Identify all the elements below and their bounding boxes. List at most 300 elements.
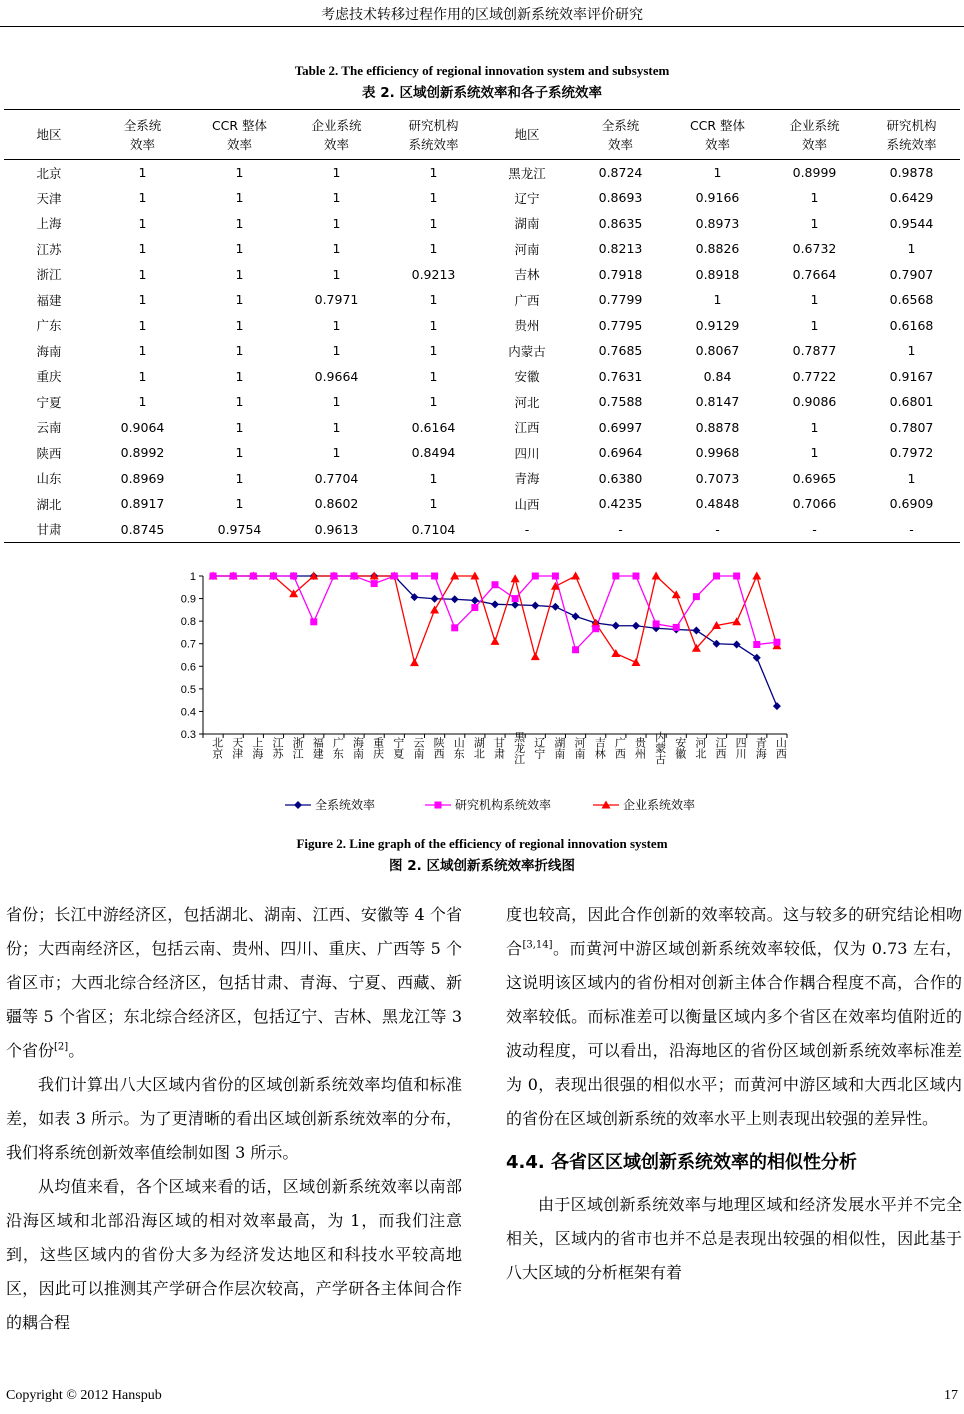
y-tick-label: 0.4	[180, 706, 196, 719]
table-cell: 1	[138, 190, 147, 206]
data-point	[632, 622, 640, 630]
table-cell: 0.7631	[598, 368, 643, 384]
table-cell: 1	[235, 292, 244, 308]
table-cell: 0.7972	[889, 445, 934, 461]
table-cell: 0.8918	[695, 266, 740, 282]
x-tick-label: 江苏	[270, 737, 284, 759]
data-point	[713, 573, 720, 580]
table-cell: 1	[235, 470, 244, 486]
left-column	[6, 898, 462, 1340]
x-tick-label: 内蒙古	[653, 731, 667, 765]
table-row	[4, 466, 960, 492]
column-header-line: 效率	[607, 136, 633, 152]
column-header-line: 效率	[704, 136, 730, 152]
table-cell: 1	[235, 419, 244, 435]
data-point	[572, 612, 580, 620]
table-cell: 江西	[514, 420, 540, 436]
table-cell: 0.8067	[695, 343, 740, 359]
data-point	[531, 602, 539, 610]
data-point	[491, 637, 500, 645]
legend-label: 企业系统效率	[623, 798, 696, 812]
table-cell: 0.6429	[889, 190, 934, 206]
table-cell: 湖北	[36, 496, 62, 512]
table-cell: 福建	[36, 292, 62, 308]
table-cell: 0.8973	[695, 215, 740, 231]
data-point	[552, 573, 559, 580]
table-row	[4, 262, 960, 288]
table-body	[4, 160, 960, 543]
x-tick-label: 北京	[210, 737, 224, 759]
table-cell: 0.8147	[695, 394, 740, 410]
table-cell: 1	[332, 241, 341, 257]
data-point	[632, 573, 639, 580]
data-point	[512, 595, 519, 602]
table-cell: 0.7664	[792, 266, 837, 282]
table-cell: 1	[429, 165, 438, 180]
table-cell: 1	[429, 317, 438, 333]
citation: [3,14]	[522, 939, 553, 951]
table-cell: 青海	[514, 471, 540, 487]
table-cell: 0.6168	[889, 317, 934, 333]
paragraph: 从均值来看，各个区域来看的话，区域创新系统效率以南部沿海区域和北部沿海区域的相对效率最高，为 1，而我们注意到，这些区域内的省份大多为经济发达地区和科技水平较高地区，因此可以推测其产学研合作层次较高，产学研各主体间合作的耦合程	[6, 1177, 462, 1332]
data-point	[411, 573, 418, 580]
table-cell: 0.7685	[598, 343, 643, 359]
table-cell: 0.7971	[314, 292, 359, 308]
table-cell: 1	[332, 165, 341, 180]
column-header	[572, 110, 669, 160]
table-cell: -	[482, 517, 572, 543]
table-cell: 1	[235, 215, 244, 231]
table-cell: 0.9086	[792, 394, 837, 410]
table-cell: 0.8917	[120, 496, 165, 512]
legend-marker	[294, 801, 302, 809]
table-cell: 0.6732	[792, 241, 837, 257]
table-cell: 0.9613	[288, 517, 385, 543]
table-cell: 1	[429, 496, 438, 512]
x-tick-label: 湖南	[552, 737, 566, 759]
table-cell: 1	[138, 165, 147, 180]
data-point	[210, 573, 217, 580]
x-tick-label: 黑龙江	[512, 731, 526, 765]
data-point	[551, 603, 559, 611]
table-cell: 浙江	[36, 267, 62, 283]
x-tick-label: 江西	[714, 737, 728, 759]
x-tick-label: 河南	[573, 737, 587, 759]
table-cell: 0.6568	[889, 292, 934, 308]
table-cell: 0.6965	[792, 470, 837, 486]
data-point	[431, 595, 439, 603]
x-tick-label: 贵州	[633, 737, 647, 759]
x-tick-label: 广西	[613, 737, 627, 759]
data-point	[531, 652, 540, 660]
table-cell: 1	[810, 292, 819, 308]
table-cell: 1	[907, 241, 916, 257]
data-point	[673, 624, 680, 631]
page-number: 17	[944, 1388, 958, 1403]
table-cell: 0.4848	[695, 496, 740, 512]
section-heading: 4.4. 各省区区域创新系统效率的相似性分析	[506, 1152, 857, 1173]
data-point	[572, 646, 579, 653]
table-cell: 0.6380	[598, 470, 643, 486]
footer-copyright: Copyright © 2012 Hanspub	[6, 1388, 162, 1403]
table-cell: 0.8826	[695, 241, 740, 257]
table-cell: 广东	[36, 318, 62, 334]
table-cell: 内蒙古	[508, 343, 546, 359]
table-cell: 0.9544	[889, 215, 934, 231]
data-point	[471, 604, 478, 611]
x-tick-label: 甘肃	[492, 737, 506, 759]
data-point	[653, 620, 660, 627]
data-point	[753, 654, 761, 662]
table-cell: 0.7066	[792, 496, 837, 512]
data-point	[270, 573, 277, 580]
table-cell: 0.9968	[695, 445, 740, 461]
column-header	[863, 110, 960, 160]
column-header	[669, 110, 766, 160]
table-row	[4, 185, 960, 211]
y-tick-label: 1	[189, 571, 196, 583]
table-cell: 0.8969	[120, 470, 165, 486]
column-header	[191, 110, 288, 160]
efficiency-table	[4, 109, 960, 543]
series-line	[213, 576, 777, 663]
table-cell: 1	[235, 241, 244, 257]
table-cell: 四川	[514, 445, 540, 461]
table-cell: 1	[810, 445, 819, 461]
y-tick-label: 0.7	[180, 638, 196, 651]
table-cell: 1	[332, 419, 341, 435]
x-tick-label: 山东	[452, 737, 466, 759]
table-cell: 海南	[36, 343, 62, 359]
x-tick-label: 河北	[693, 737, 707, 759]
table-cell: 0.9167	[889, 368, 934, 384]
data-point	[290, 573, 297, 580]
data-point	[230, 573, 237, 580]
y-tick-label: 0.3	[180, 729, 196, 741]
table-cell: 1	[332, 343, 341, 359]
column-header-line: 企业系统	[311, 117, 362, 133]
table-cell: 云南	[36, 420, 62, 436]
table-cell: 0.7722	[792, 368, 837, 384]
paragraph: 省份；长江中游经济区，包括湖北、湖南、江西、安徽等 4 个省份；大西南经济区，包括云南、贵州、四川、重庆、广西等 5 个省区市；大西北综合经济区，包括甘肃、青海、宁夏、西藏、新疆等 5 个省区；东北综合经济区，包括辽宁、吉林、黑龙江等 3 个省份[2]。	[6, 905, 462, 1060]
x-tick-label: 青海	[754, 737, 768, 759]
table-cell: 0.8878	[695, 419, 740, 435]
data-point	[612, 573, 619, 580]
column-header-line: 效率	[226, 136, 252, 152]
column-header	[482, 110, 572, 160]
y-tick-label: 0.6	[180, 661, 196, 674]
table-cell: 1	[810, 190, 819, 206]
data-point	[732, 617, 741, 625]
data-point	[250, 573, 257, 580]
table-cell: 1	[810, 317, 819, 333]
column-header	[385, 110, 482, 160]
header-rule	[0, 26, 964, 27]
column-header-line: 地区	[36, 127, 62, 142]
table-cell: 河北	[514, 394, 540, 410]
table-cell: 0.6801	[889, 394, 934, 410]
running-header: 考虑技术转移过程作用的区域创新系统效率评价研究	[321, 7, 643, 23]
table-caption-en: Table 2. The efficiency of regional innovation system and subsystem	[294, 63, 670, 78]
table-cell: 上海	[36, 216, 62, 232]
table-row	[4, 160, 960, 186]
data-point	[431, 573, 438, 580]
table-cell: 0.7907	[889, 266, 934, 282]
table-cell: 1	[138, 215, 147, 231]
table-cell: 0.8213	[598, 241, 643, 257]
table-cell: 1	[332, 215, 341, 231]
data-point	[491, 600, 499, 608]
column-header-line: 研究机构	[408, 117, 459, 133]
table-cell: 0.9129	[695, 317, 740, 333]
table-cell: 0.6964	[598, 445, 643, 461]
efficiency-line-chart	[175, 562, 795, 824]
table-cell: 1	[235, 317, 244, 333]
data-point	[652, 572, 661, 580]
table-cell: 0.9064	[120, 419, 165, 435]
y-tick-label: 0.5	[180, 683, 196, 696]
table-cell: 湖南	[514, 216, 540, 232]
table-row	[4, 287, 960, 313]
table-cell: 河南	[514, 241, 540, 257]
table-cell: 1	[235, 165, 244, 180]
paragraph: 由于区域创新系统效率与地理区域和经济发展水平并不完全相关，区域内的省市也并不总是表现出较强的相似性，因此基于八大区域的分析框架有着	[506, 1195, 962, 1282]
column-header-line: 企业系统	[789, 117, 840, 133]
column-header	[288, 110, 385, 160]
x-tick-label: 云南	[411, 737, 425, 759]
table-cell: 0.9754	[191, 517, 288, 543]
table-cell: 0.6164	[411, 419, 456, 435]
data-point	[612, 622, 620, 630]
table-row	[4, 517, 960, 543]
table-cell: 1	[429, 292, 438, 308]
table-cell: 1	[235, 190, 244, 206]
column-header-line: 全系统	[601, 117, 640, 133]
table-cell: 0.7795	[598, 317, 643, 333]
data-point	[451, 595, 459, 603]
table-cell: 0.9664	[314, 368, 359, 384]
table-cell: 山东	[36, 471, 62, 487]
citation: [2]	[54, 1041, 69, 1053]
table-cell: 1	[429, 394, 438, 410]
table-row	[4, 364, 960, 390]
table-cell: 1	[235, 266, 244, 282]
table-row	[4, 211, 960, 237]
table-cell: 1	[713, 165, 722, 180]
table-cell: 1	[138, 394, 147, 410]
x-tick-label: 重庆	[371, 737, 385, 759]
x-tick-label: 上海	[250, 737, 264, 759]
column-header	[94, 110, 191, 160]
table-row	[4, 491, 960, 517]
table-cell: 重庆	[36, 369, 62, 385]
legend-label: 全系统效率	[315, 798, 376, 812]
figure-caption-zh: 图 2. 区域创新系统效率折线图	[389, 858, 575, 874]
table-cell: 1	[138, 368, 147, 384]
table-cell: 0.7877	[792, 343, 837, 359]
table-cell: 1	[138, 241, 147, 257]
data-point	[351, 573, 358, 580]
table-row	[4, 415, 960, 441]
table-cell: 0.8745	[94, 517, 191, 543]
table-cell: -	[863, 517, 960, 543]
table-cell: 0.6909	[889, 496, 934, 512]
table-cell: -	[766, 517, 863, 543]
table-cell: -	[572, 517, 669, 543]
table-cell: 1	[810, 215, 819, 231]
data-point	[773, 702, 781, 710]
column-header-line: 系统效率	[408, 136, 459, 152]
y-tick-label: 0.8	[180, 616, 196, 629]
table-cell: 0.7918	[598, 266, 643, 282]
table-cell: 1	[235, 368, 244, 384]
table-cell: 1	[138, 266, 147, 282]
data-point	[492, 581, 499, 588]
table-cell: 0.7704	[314, 470, 359, 486]
x-tick-label: 辽宁	[532, 737, 546, 759]
table-cell: 贵州	[514, 318, 540, 334]
column-header	[766, 110, 863, 160]
table-cell: 广西	[514, 292, 540, 308]
data-point	[330, 573, 337, 580]
column-header-line: CCR 整体	[211, 117, 268, 133]
column-header-line: 系统效率	[886, 136, 937, 152]
table-cell: 1	[138, 292, 147, 308]
table-cell: 1	[332, 445, 341, 461]
y-tick-label: 0.9	[180, 593, 196, 606]
table-cell: 1	[907, 343, 916, 359]
table-cell: 1	[713, 292, 722, 308]
table-cell: 0.8724	[598, 165, 643, 180]
table-cell: 陕西	[36, 445, 62, 461]
data-point	[391, 573, 398, 580]
table-row	[4, 313, 960, 339]
table-row	[4, 338, 960, 364]
data-point	[310, 618, 317, 625]
legend-marker	[435, 802, 442, 809]
column-header	[4, 110, 94, 160]
table-cell: 1	[235, 496, 244, 512]
table-cell: 1	[907, 470, 916, 486]
x-tick-label: 广东	[331, 737, 345, 759]
table-cell: 0.8693	[598, 190, 643, 206]
data-point	[571, 572, 580, 580]
table-cell: 0.84	[703, 368, 732, 384]
table-cell: 北京	[36, 165, 62, 181]
table-cell: 1	[332, 266, 341, 282]
table-cell: 0.9166	[695, 190, 740, 206]
data-point	[430, 605, 439, 613]
paragraph: 度也较高，因此合作创新的效率较高。这与较多的研究结论相吻合[3,14]。而黄河中游区域创新系统效率较低，仅为 0.73 左右，这说明该区域内的省份相对创新主体合作耦合程度不高，合作的效率较低。而标准差可以衡量区域内多个省区在效率均值附近的波动程度，可以看出，沿海地区的省份区域创新系统效率标准差为 0，表现出很强的相似水平；而黄河中游区域和大西北区域内的省份在区域创新系统的效率水平上则表现出较强的差异性。	[506, 905, 962, 1128]
table-cell: 安徽	[514, 369, 540, 385]
x-tick-label: 天津	[230, 737, 244, 759]
data-point	[733, 641, 741, 649]
table-cell: 0.6997	[598, 419, 643, 435]
table-cell: 0.7588	[598, 394, 643, 410]
x-tick-label: 海南	[351, 737, 365, 759]
x-tick-label: 福建	[311, 737, 325, 759]
data-point	[631, 658, 640, 666]
data-point	[451, 624, 458, 631]
table-cell: 甘肃	[4, 517, 94, 543]
table-cell: 江苏	[36, 241, 62, 257]
table-cell: 0.8635	[598, 215, 643, 231]
data-point	[592, 625, 599, 632]
table-cell: 0.4235	[598, 496, 643, 512]
table-cell: 辽宁	[514, 190, 540, 206]
x-tick-label: 湖北	[472, 737, 486, 759]
table-row	[4, 440, 960, 466]
right-column	[506, 898, 962, 1290]
data-point	[773, 639, 780, 646]
data-point	[753, 641, 760, 648]
table-header-row	[4, 110, 960, 160]
table-cell: 山西	[514, 496, 540, 512]
table-cell: 1	[429, 190, 438, 206]
data-point	[371, 580, 378, 587]
data-point	[410, 658, 419, 666]
table-cell: 1	[429, 343, 438, 359]
figure-caption-en: Figure 2. Line graph of the efficiency of regional innovation system	[296, 836, 668, 851]
table-row	[4, 236, 960, 262]
table-cell: 0.7104	[385, 517, 482, 543]
table-cell: 1	[332, 190, 341, 206]
table-cell: -	[669, 517, 766, 543]
table-cell: 1	[429, 241, 438, 257]
table-cell: 1	[429, 215, 438, 231]
column-header-line: 效率	[801, 136, 827, 152]
table-cell: 0.8494	[411, 445, 456, 461]
table-cell: 1	[429, 470, 438, 486]
column-header-line: CCR 整体	[689, 117, 746, 133]
data-point	[713, 640, 721, 648]
table-cell: 1	[235, 394, 244, 410]
data-point	[611, 649, 620, 657]
x-tick-label: 宁夏	[391, 737, 405, 759]
x-tick-label: 安徽	[673, 737, 687, 759]
x-tick-label: 浙江	[291, 737, 305, 759]
table-cell: 1	[138, 343, 147, 359]
data-point	[752, 572, 761, 580]
table-cell: 0.8999	[792, 165, 837, 180]
table-cell: 0.8992	[120, 445, 165, 461]
column-header-line: 地区	[514, 127, 540, 142]
table-caption-zh: 表 2. 区域创新系统效率和各子系统效率	[362, 85, 602, 101]
table-cell: 0.7799	[598, 292, 643, 308]
table-cell: 1	[332, 394, 341, 410]
table-cell: 1	[332, 317, 341, 333]
table-cell: 0.7807	[889, 419, 934, 435]
table-cell: 天津	[36, 190, 62, 206]
table-cell: 0.7073	[695, 470, 740, 486]
table-cell: 0.8602	[314, 496, 359, 512]
x-tick-label: 四川	[734, 737, 748, 759]
table-cell: 0.9878	[889, 165, 934, 180]
data-point	[532, 573, 539, 580]
table-cell: 1	[138, 317, 147, 333]
table-cell: 1	[810, 419, 819, 435]
column-header-line: 效率	[129, 136, 155, 152]
table-cell: 1	[429, 368, 438, 384]
x-tick-label: 陕西	[432, 737, 446, 759]
data-point	[692, 626, 700, 634]
data-point	[693, 593, 700, 600]
data-point	[733, 573, 740, 580]
table-cell: 黑龙江	[508, 165, 546, 181]
table-cell: 1	[235, 343, 244, 359]
x-tick-label: 山西	[774, 737, 788, 759]
column-header-line: 全系统	[123, 117, 162, 133]
